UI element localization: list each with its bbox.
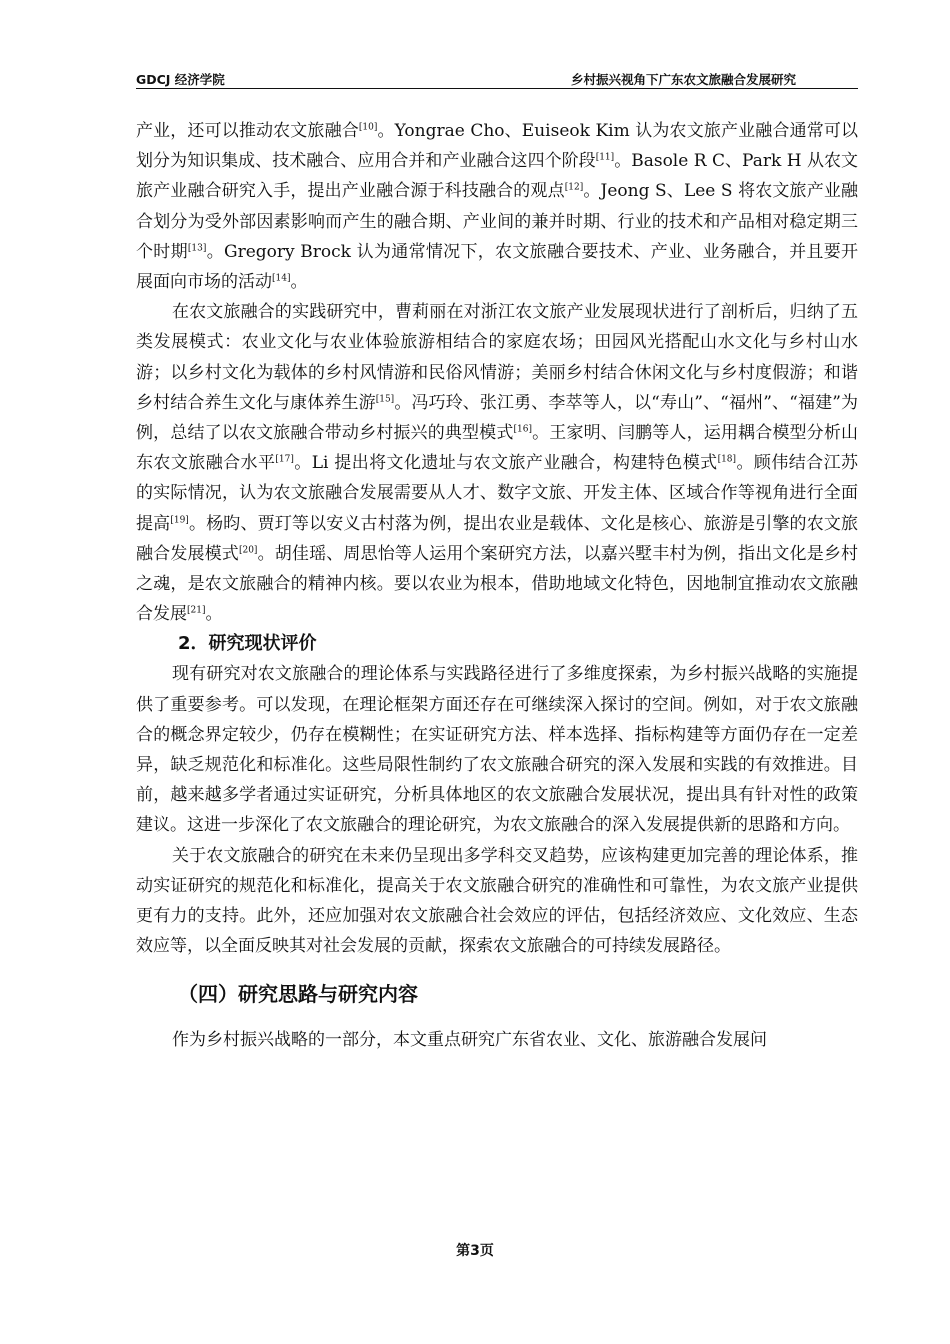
citation-16: [16]: [513, 424, 532, 435]
para2-text-5: 。顾伟结合江苏的实际情况，认为农文旅融合发展需要从人才、数字文旅、开发主体、区域合作等视角进行全面提高: [136, 453, 859, 534]
citation-14: [14]: [272, 273, 291, 284]
citation-19: [19]: [170, 514, 189, 525]
citation-20: [20]: [238, 545, 258, 556]
header-left-text: GDCJ 经济学院: [136, 72, 225, 87]
para2-text-1: 在农文旅融合的实践研究中，曹莉丽在对浙江农文旅产业发展现状进行了剖析后，归纳了五类发展模式：农业文化与农业体验旅游相结合的家庭农场；田园风光搭配山水文化与乡村山水游；以乡村文化为载体的乡村风情游和民俗风情游；美丽乡村结合休闲文化与乡村度假游；和谐乡村结合养生文化与康体养生游: [136, 302, 858, 413]
citation-10: [10]: [358, 122, 378, 133]
para2-text-2: 。冯巧玲、张江勇、李萃等人，以“寿山”、“福州”、“福建”为例，总结了以农文旅融合带动乡村振兴的典型模式: [136, 392, 859, 444]
page-number: 第3页: [456, 1243, 494, 1259]
header-right-title: 乡村振兴视角下广东农文旅融合发展研究: [570, 72, 796, 87]
citation-17: [17]: [275, 454, 294, 465]
para1-text-4: 。Jeong S、Lee S 将农文旅产业融合划分为受外部因素影响而产生的融合期、产业间的兼并时期、行业的技术和产品相对稳定期三个时期: [136, 181, 859, 262]
para2-text-7: 。胡佳瑶、周思怡等人运用个案研究方法，以嘉兴墅丰村为例，指出文化是乡村之魂，是农文旅融合的精神内核。要以农业为根本，借助地域文化特色，因地制宜推动农文旅融合发展: [136, 543, 859, 625]
citation-12: [12]: [564, 182, 584, 193]
para2-text-6: 。杨昀、贾玎等以安义古村落为例，提出农业是载体、文化是核心、旅游是引擎的农文旅融合发展模式: [136, 513, 859, 564]
para2-text-3: 。王家明、闫鹏等人，运用耦合模型分析山东农文旅融合水平: [136, 423, 859, 474]
para1-text-5: 。Gregory Brock 认为通常情况下，农文旅融合要技术、产业、业务融合，并且要开展面向市场的活动: [136, 241, 859, 293]
section-heading: （四）研究思路与研究内容: [178, 982, 418, 1007]
para1-text-6: 。: [290, 272, 308, 293]
page-body: [136, 116, 858, 1056]
para2-text-8: 。: [205, 604, 223, 625]
subheading-research-evaluation: 2．研究现状评价: [178, 633, 317, 655]
para1-text-3: 。Basole R C、Park H 从农文旅产业融合研究入手，提出产业融合源于科技融合的观点: [136, 151, 858, 202]
citation-15: [15]: [375, 394, 395, 405]
paragraph-5: 作为乡村振兴战略的一部分，本文重点研究广东省农业、文化、旅游融合发展问: [172, 1030, 767, 1051]
citation-13: [13]: [187, 243, 207, 254]
para2-text-4: 。Li 提出将文化遗址与农文旅产业融合，构建特色模式: [293, 453, 718, 474]
page-header: [136, 68, 858, 89]
paragraph-1: [136, 116, 858, 297]
citation-21: [21]: [187, 605, 206, 616]
para1-text-1: 产业，还可以推动农文旅融合: [136, 121, 359, 141]
citation-11: [11]: [595, 152, 615, 163]
para1-text-2: 。Yongrae Cho、Euiseok Kim 认为农文旅产业融合通常可以划分为知识集成、技术融合、应用合并和产业融合这四个阶段: [136, 121, 858, 172]
paragraph-3: 现有研究对农文旅融合的理论体系与实践路径进行了多维度探索，为乡村振兴战略的实施提供了重要参考。可以发现，在理论框架方面还存在可继续深入探讨的空间。例如，对于农文旅融合的概念界定较少，仍存在模糊性；在实证研究方法、样本选择、指标构建等方面仍存在一定差异，缺乏规范化和标准化。这些局限性制约了农文旅融合研究的深入发展和实践的有效推进。目前，越来越多学者通过实证研究，分析具体地区的农文旅融合发展状况，提出具有针对性的政策建议。这进一步深化了农文旅融合的理论研究，为农文旅融合的深入发展提供新的思路和方向。: [136, 664, 858, 836]
citation-18: [18]: [717, 454, 737, 465]
paragraph-2: [136, 297, 858, 629]
paragraph-4: 关于农文旅融合的研究在未来仍呈现出多学科交叉趋势，应该构建更加完善的理论体系，推动实证研究的规范化和标准化，提高关于农文旅融合研究的准确性和可靠性，为农文旅产业提供更有力的支持。此外，还应加强对农文旅融合社会效应的评估，包括经济效应、文化效应、生态效应等，以全面反映其对社会发展的贡献，探索农文旅融合的可持续发展路径。: [136, 845, 858, 957]
